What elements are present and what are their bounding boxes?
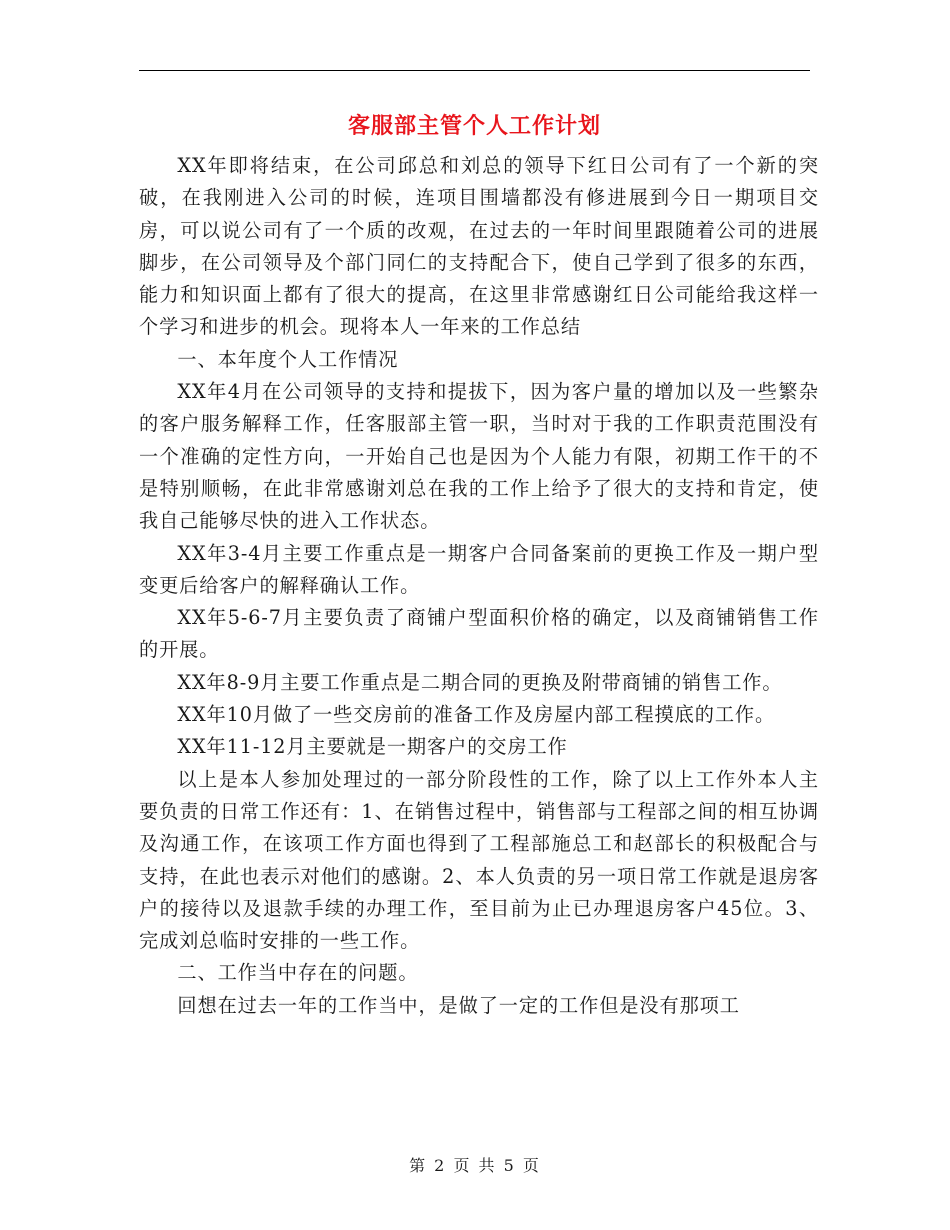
paragraph-october: XX年10月做了一些交房前的准备工作及房屋内部工程摸底的工作。 bbox=[177, 703, 776, 727]
paragraph-april: XX年4月在公司领导的支持和提拔下，因为客户量的增加以及一些繁杂的客户服务解释工作，任客服部主管一职，当时对于我的工作职责范围没有一个准确的定性方向，一开始自己也是因为个人能力有限，初期工作干的不是特别顺畅，在此非常感谢刘总在我的工作上给予了很大的支持和肯定，使我自己能够尽快的进入工作状态。 bbox=[139, 380, 819, 533]
header-rule bbox=[139, 70, 810, 71]
paragraph-nov-dec: XX年11-12月主要就是一期客户的交房工作 bbox=[177, 735, 568, 759]
paragraph-aug-sep: XX年8-9月主要工作重点是二期合同的更换及附带商铺的销售工作。 bbox=[177, 670, 783, 694]
paragraph-review: 回想在过去一年的工作当中，是做了一定的工作但是没有那项工 bbox=[177, 993, 740, 1017]
document-body bbox=[139, 150, 819, 1022]
section-heading-2: 二、工作当中存在的问题。 bbox=[177, 961, 419, 985]
paragraph-intro: XX年即将结束，在公司邱总和刘总的领导下红日公司有了一个新的突破，在我刚进入公司的时候，连项目围墙都没有修进展到今日一期项目交房，可以说公司有了一个质的改观，在过去的一年时间里跟随着公司的进展脚步，在公司领导及个部门同仁的支持配合下，使自己学到了很多的东西，能力和知识面上都有了很大的提高，在这里非常感谢红日公司能给我这样一个学习和进步的机会。现将本人一年来的工作总结 bbox=[139, 154, 819, 339]
paragraph-may-july: XX年5-6-7月主要负责了商铺户型面积价格的确定，以及商铺销售工作的开展。 bbox=[139, 606, 819, 662]
page-number: 第 2 页 共 5 页 bbox=[409, 1156, 541, 1175]
section-heading-1: 一、本年度个人工作情况 bbox=[177, 347, 399, 371]
paragraph-daily-work: 以上是本人参加处理过的一部分阶段性的工作，除了以上工作外本人主要负责的日常工作还有：1、在销售过程中，销售部与工程部之间的相互协调及沟通工作，在该项工作方面也得到了工程部施总工和赵部长的积极配合与支持，在此也表示对他们的感谢。2、本人负责的另一项日常工作就是退房客户的接待以及退款手续的办理工作，至目前为止已办理退房客户45位。3、完成刘总临时安排的一些工作。 bbox=[139, 767, 819, 953]
document-title: 客服部主管个人工作计划 bbox=[347, 113, 601, 139]
paragraph-march-april: XX年3-4月主要工作重点是一期客户合同备案前的更换工作及一期户型变更后给客户的解释确认工作。 bbox=[139, 541, 819, 597]
